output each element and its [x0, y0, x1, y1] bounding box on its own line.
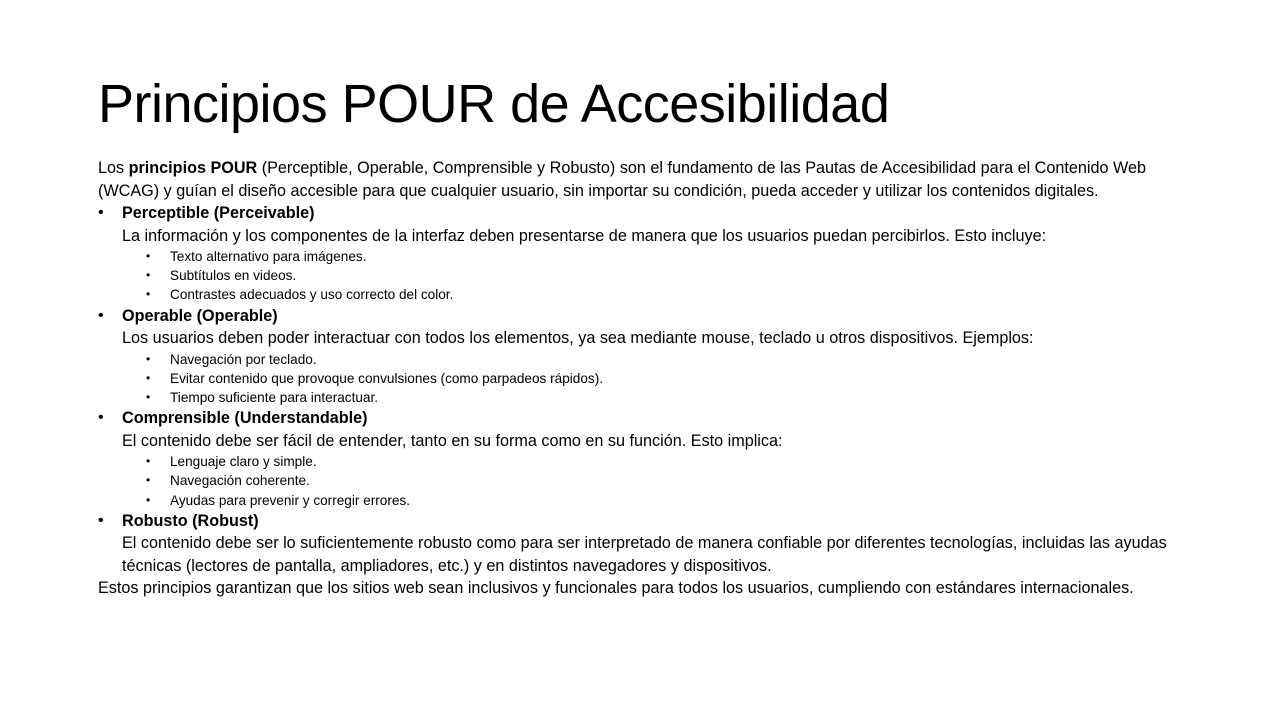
bullet-icon: •	[146, 351, 151, 366]
bullet-icon: •	[146, 268, 151, 283]
section-robusto	[98, 510, 1188, 578]
bullet-icon: •	[146, 287, 151, 302]
list-item	[146, 350, 1188, 369]
sub-list	[122, 350, 1188, 408]
list-item	[146, 247, 1188, 266]
intro-prefix: Los	[98, 159, 129, 177]
list-item-text: Evitar contenido que provoque convulsiones (como parpadeos rápidos).	[170, 370, 603, 386]
slide-title: Principios POUR de Accesibilidad	[98, 74, 890, 134]
sub-list	[122, 452, 1188, 510]
list-item	[146, 285, 1188, 304]
section-title: Comprensible (Understandable)	[122, 409, 368, 428]
bullet-icon: •	[146, 249, 151, 263]
list-item-text: Texto alternativo para imágenes.	[170, 249, 367, 264]
list-item	[146, 471, 1188, 490]
list-item-text: Navegación por teclado.	[170, 351, 317, 367]
section-title: Robusto (Robust)	[122, 511, 259, 530]
bullet-icon: •	[146, 390, 151, 405]
list-item-text: Contrastes adecuados y uso correcto del color.	[170, 287, 454, 303]
bullet-icon: •	[98, 204, 104, 221]
section-description: Los usuarios deben poder interactuar con todos los elementos, ya sea mediante mouse, teclado u otros dispositivos. Ejemplos:	[122, 329, 1034, 348]
list-item	[146, 266, 1188, 285]
list-item-text: Lenguaje claro y simple.	[170, 454, 317, 470]
intro-rest: (Perceptible, Operable, Comprensible y Robusto) son el fundamento de las Pautas de Accesibilidad para el Contenido Web (WCAG) y guían el diseño accesible para que cualquier usuario, sin importar su condición, pueda acceder y utilizar los contenidos digitales.	[98, 159, 1146, 200]
list-item-text: Tiempo suficiente para interactuar.	[170, 390, 379, 406]
section-title: Operable (Operable)	[122, 306, 278, 325]
bullet-icon: •	[146, 454, 151, 469]
list-item-text: Navegación coherente.	[170, 473, 310, 489]
section-description: El contenido debe ser lo suficientemente robusto como para ser interpretado de manera confiable por diferentes tecnologías, incluidas las ayudas técnicas (lectores de pantalla, ampliadores, etc.) y en distintos navegadores y dispositivos.	[122, 534, 1167, 575]
section-description: La información y los componentes de la interfaz deben presentarse de manera que los usuarios puedan percibirlos. Esto incluye:	[122, 226, 1047, 245]
bullet-icon: •	[146, 473, 151, 488]
section-title: Perceptible (Perceivable)	[122, 204, 315, 222]
section-description: El contenido debe ser fácil de entender, tanto en su forma como en su función. Esto implica:	[122, 431, 783, 450]
intro-paragraph	[98, 157, 1188, 202]
sub-list	[122, 247, 1188, 305]
bullet-icon: •	[146, 492, 151, 507]
bullet-icon: •	[98, 511, 104, 529]
bullet-icon: •	[98, 409, 104, 427]
list-item	[146, 388, 1188, 407]
section-comprensible	[98, 407, 1188, 510]
closing-paragraph: Estos principios garantizan que los sitios web sean inclusivos y funcionales para todos los usuarios, cumpliendo con estándares internacionales.	[98, 579, 1134, 598]
section-perceptible	[98, 202, 1188, 305]
list-item-text: Ayudas para prevenir y corregir errores.	[170, 492, 411, 508]
bullet-icon: •	[98, 306, 104, 324]
intro-bold: principios POUR	[128, 159, 258, 177]
list-item	[146, 369, 1188, 388]
bullet-icon: •	[146, 370, 151, 385]
slide-body	[98, 157, 1188, 600]
list-item	[146, 491, 1188, 510]
list-item	[146, 452, 1188, 471]
list-item-text: Subtítulos en videos.	[170, 268, 297, 284]
section-operable	[98, 305, 1188, 408]
